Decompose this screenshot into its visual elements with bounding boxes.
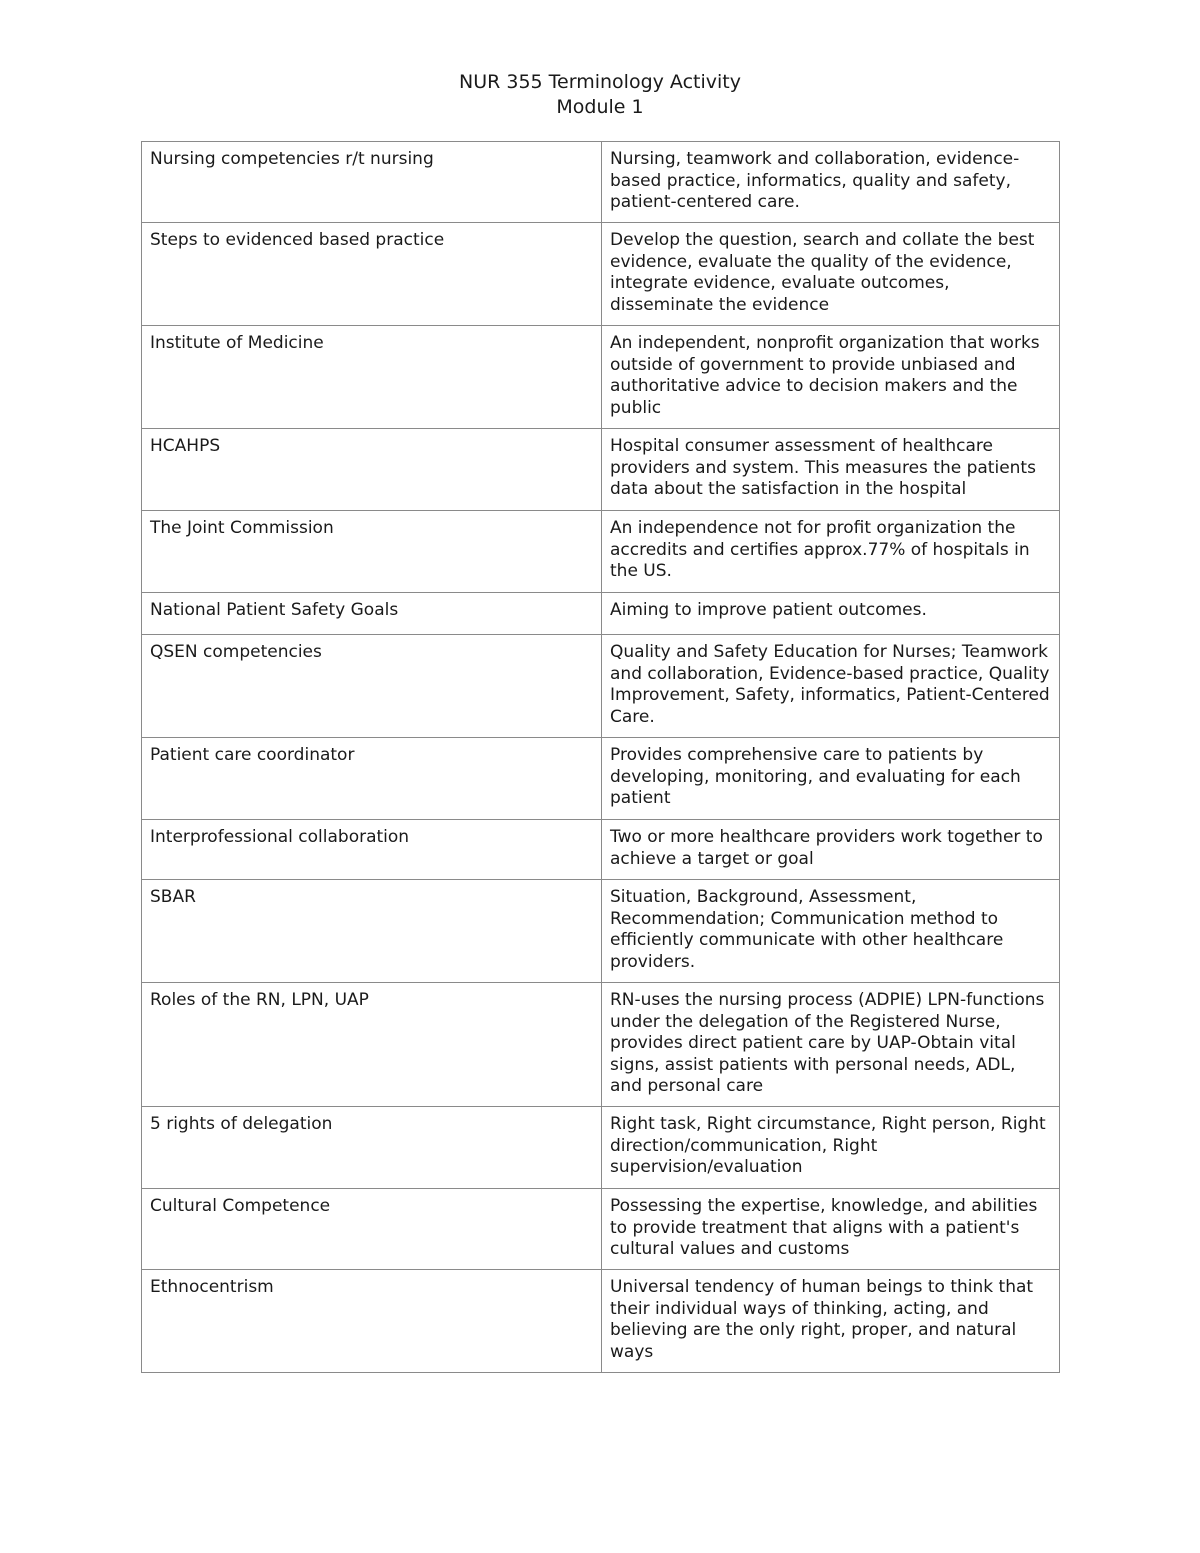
term-cell: Interprofessional collaboration xyxy=(142,820,602,880)
term-cell: QSEN competencies xyxy=(142,635,602,738)
table-row xyxy=(142,635,1060,738)
term-cell: Institute of Medicine xyxy=(142,326,602,429)
term-cell: Cultural Competence xyxy=(142,1189,602,1270)
document-subtitle: Module 1 xyxy=(556,96,644,118)
term-cell: Nursing competencies r/t nursing xyxy=(142,142,602,223)
definition-cell: Two or more healthcare providers work together to achieve a target or goal xyxy=(602,820,1060,880)
table-row xyxy=(142,880,1060,983)
terminology-table xyxy=(141,141,1060,1373)
table-row xyxy=(142,1107,1060,1189)
definition-cell: Develop the question, search and collate the best evidence, evaluate the quality of the evidence, integrate evidence, evaluate outcomes, disseminate the evidence xyxy=(602,223,1060,326)
definition-cell: RN-uses the nursing process (ADPIE) LPN-functions under the delegation of the Registered Nurse, provides direct patient care by UAP-Obtain vital signs, assist patients with personal needs, ADL, and personal care xyxy=(602,983,1060,1107)
term-cell: National Patient Safety Goals xyxy=(142,593,602,635)
term-cell: Ethnocentrism xyxy=(142,1270,602,1373)
table-row xyxy=(142,429,1060,511)
document-title: NUR 355 Terminology Activity xyxy=(459,71,741,93)
definition-cell: Universal tendency of human beings to think that their individual ways of thinking, acting, and believing are the only right, proper, and natural ways xyxy=(602,1270,1060,1373)
definition-cell: An independence not for profit organization the accredits and certifies approx.77% of hospitals in the US. xyxy=(602,511,1060,593)
table-row xyxy=(142,1270,1060,1373)
document-header xyxy=(0,70,1200,120)
table-row xyxy=(142,511,1060,593)
definition-cell: Possessing the expertise, knowledge, and abilities to provide treatment that aligns with a patient's cultural values and customs xyxy=(602,1189,1060,1270)
definition-cell: Quality and Safety Education for Nurses; Teamwork and collaboration, Evidence-based practice, Quality Improvement, Safety, informatics, Patient-Centered Care. xyxy=(602,635,1060,738)
term-cell: The Joint Commission xyxy=(142,511,602,593)
table-row xyxy=(142,1189,1060,1270)
terminology-table-body xyxy=(142,142,1060,1373)
table-row xyxy=(142,983,1060,1107)
table-row xyxy=(142,223,1060,326)
term-cell: HCAHPS xyxy=(142,429,602,511)
definition-cell: Provides comprehensive care to patients by developing, monitoring, and evaluating for each patient xyxy=(602,738,1060,820)
table-row xyxy=(142,820,1060,880)
term-cell: Roles of the RN, LPN, UAP xyxy=(142,983,602,1107)
term-cell: SBAR xyxy=(142,880,602,983)
definition-cell: Nursing, teamwork and collaboration, evidence-based practice, informatics, quality and safety, patient-centered care. xyxy=(602,142,1060,223)
definition-cell: Aiming to improve patient outcomes. xyxy=(602,593,1060,635)
term-cell: Steps to evidenced based practice xyxy=(142,223,602,326)
definition-cell: An independent, nonprofit organization that works outside of government to provide unbiased and authoritative advice to decision makers and the public xyxy=(602,326,1060,429)
table-row xyxy=(142,142,1060,223)
table-row xyxy=(142,326,1060,429)
definition-cell: Hospital consumer assessment of healthcare providers and system. This measures the patients data about the satisfaction in the hospital xyxy=(602,429,1060,511)
definition-cell: Situation, Background, Assessment, Recommendation; Communication method to efficiently communicate with other healthcare providers. xyxy=(602,880,1060,983)
table-row xyxy=(142,738,1060,820)
table-row xyxy=(142,593,1060,635)
term-cell: Patient care coordinator xyxy=(142,738,602,820)
term-cell: 5 rights of delegation xyxy=(142,1107,602,1189)
definition-cell: Right task, Right circumstance, Right person, Right direction/communication, Right supervision/evaluation xyxy=(602,1107,1060,1189)
